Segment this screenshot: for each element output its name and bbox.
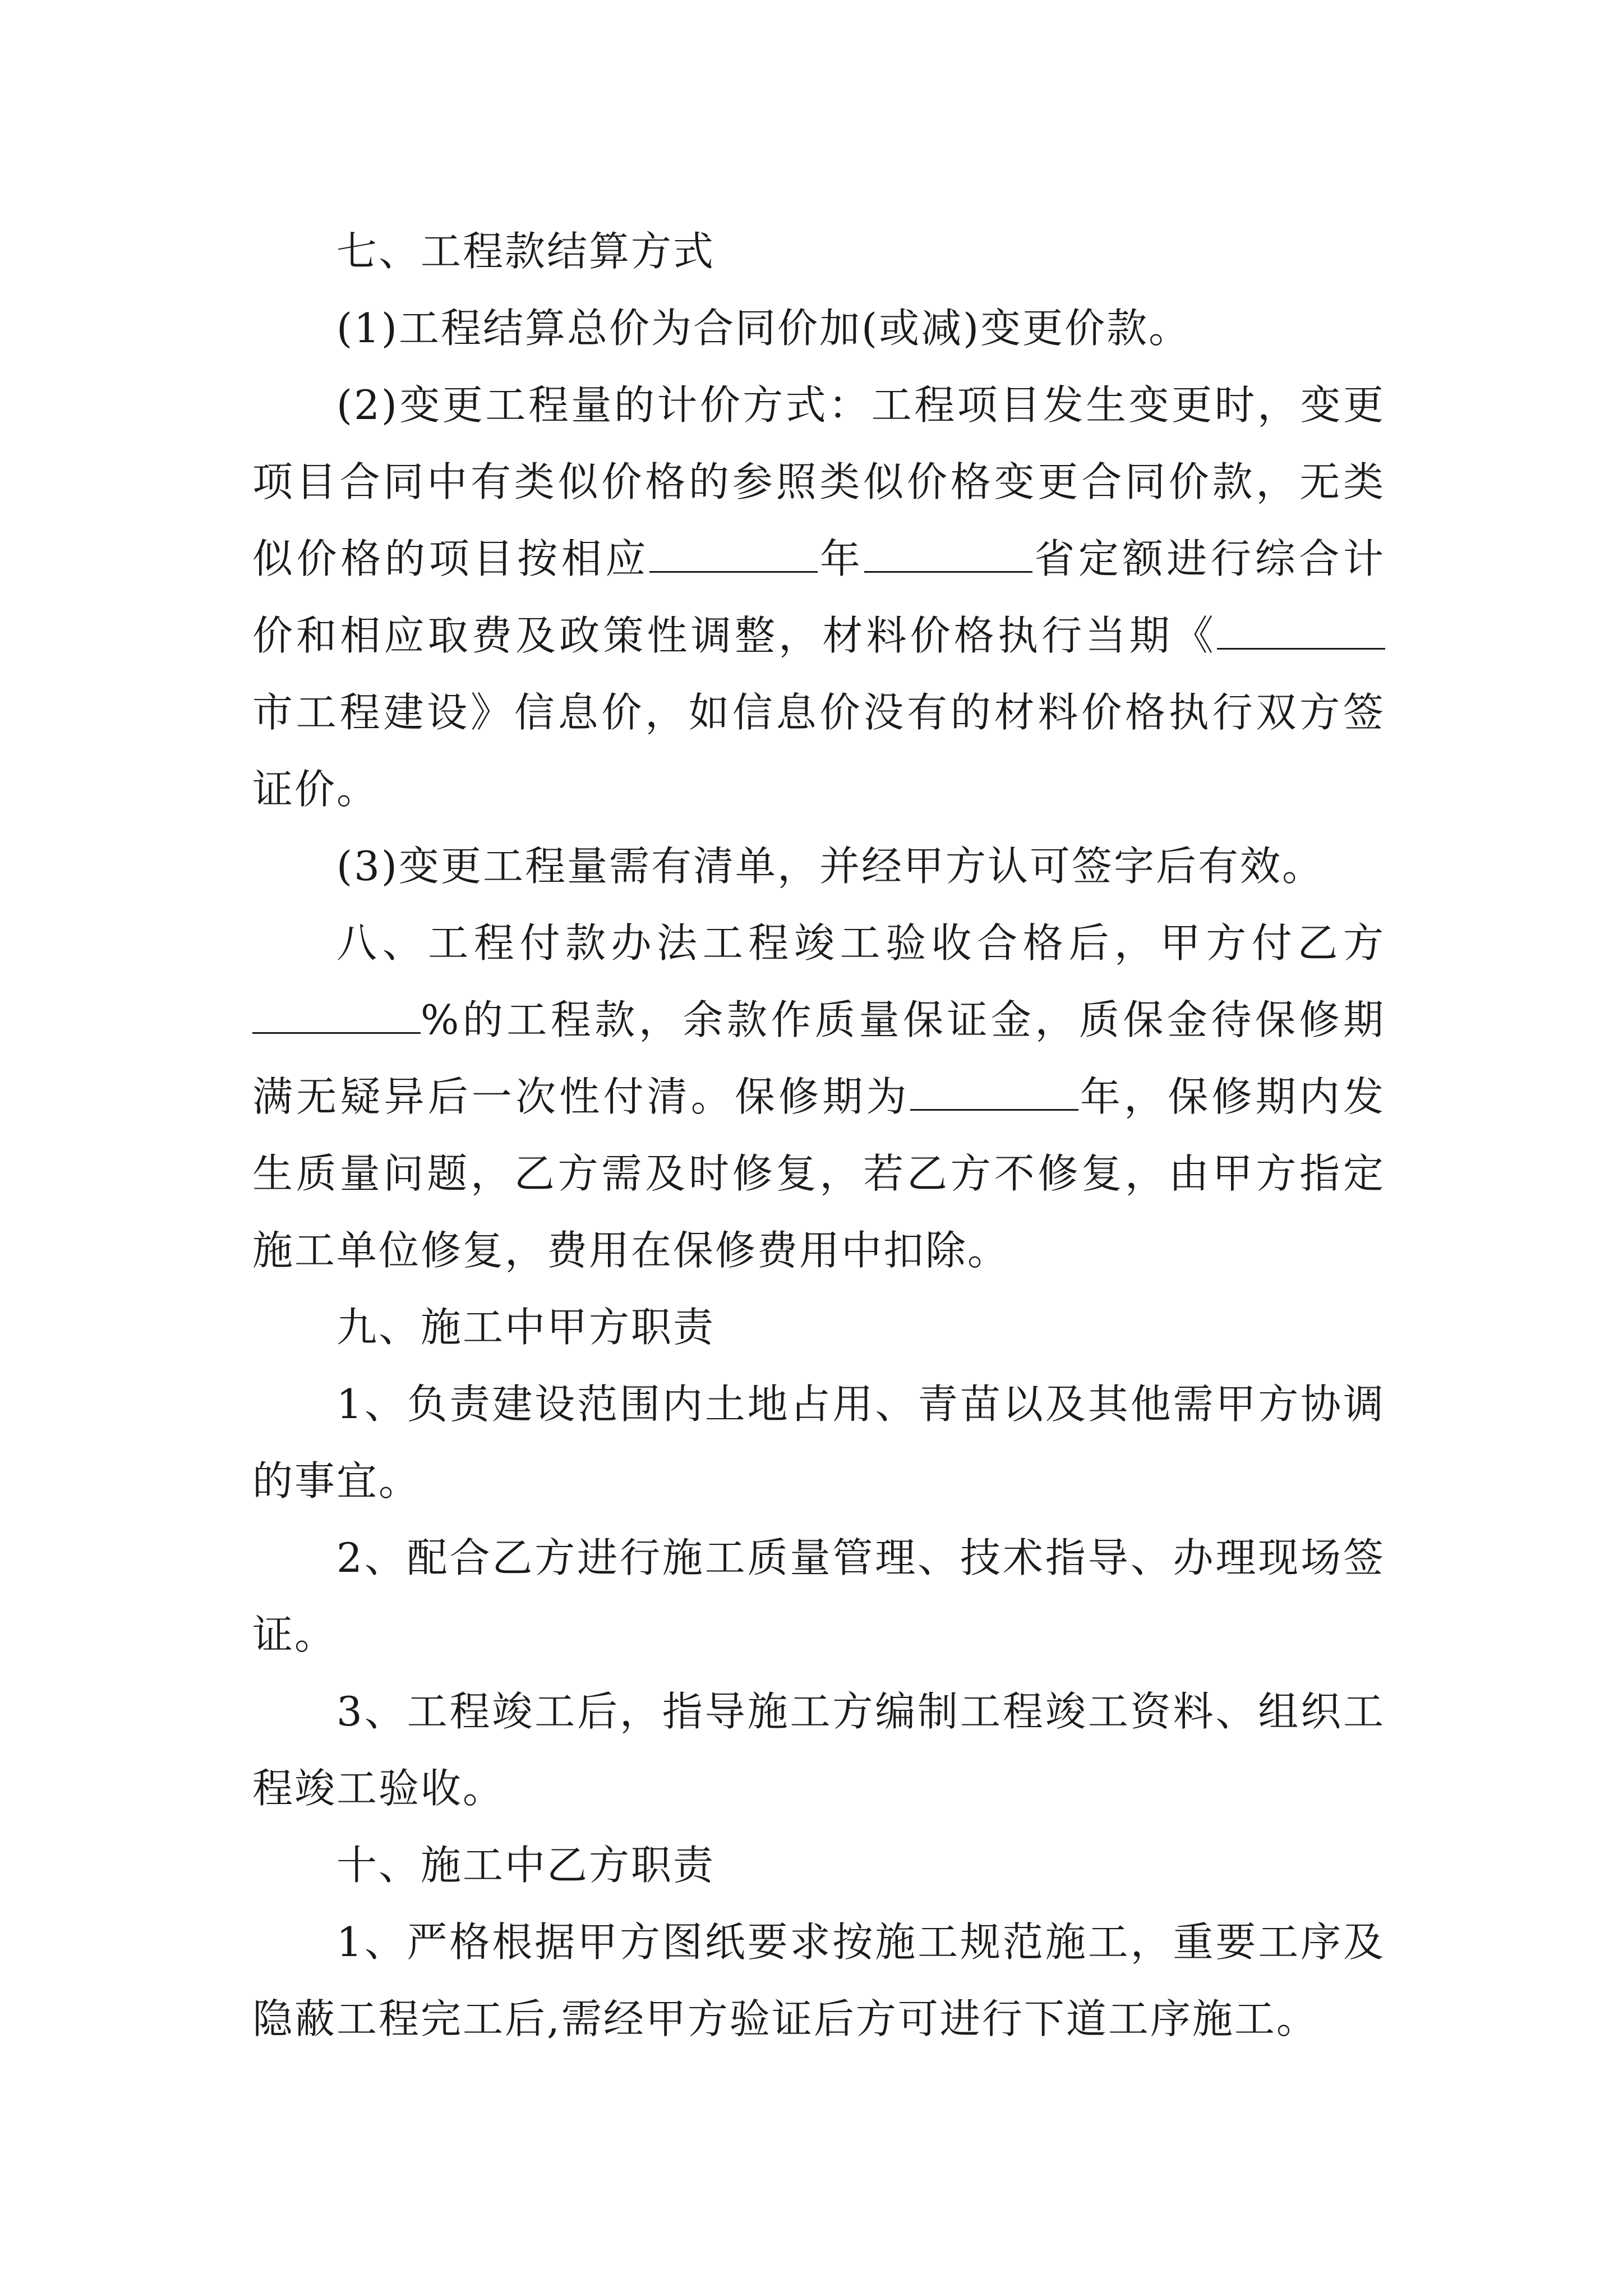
- clause-7-1: [252, 290, 1385, 367]
- fill-in-blank: [910, 1066, 1078, 1111]
- text-segment: 年: [818, 535, 864, 582]
- section-8-payment: [252, 905, 1385, 1289]
- clause-7-2: [252, 367, 1385, 828]
- text-segment: (1)工程结算总价为合同价加(或减)变更价款。: [336, 305, 1191, 352]
- text-segment: 1、严格根据甲方图纸要求按施工规范施工，重要工序及隐蔽工程完工后,需经甲方验证后方可进行下道工序施工。: [252, 1918, 1385, 2042]
- fill-in-blank: [649, 528, 818, 573]
- section-heading-9: [252, 1289, 1385, 1366]
- text-segment: 市工程建设》信息价，如信息价没有的材料价格执行双方签证价。: [252, 689, 1385, 813]
- fill-in-blank: [252, 990, 421, 1034]
- text-segment: (3)变更工程量需有清单，并经甲方认可签字后有效。: [336, 843, 1324, 890]
- clause-10-1: [252, 1904, 1385, 2058]
- text-segment: 九、施工中甲方职责: [336, 1304, 716, 1351]
- section-heading-10: [252, 1827, 1385, 1904]
- section-heading-7: [252, 213, 1385, 290]
- text-segment: (2)变更工程量的计价方式：工程项目发生变更时，变更项目合同中有类似价格的参照类似价格变更合同价款，无类似价格的项目按相应: [252, 381, 1385, 582]
- clause-7-3: [252, 828, 1385, 905]
- clause-9-3: [252, 1673, 1385, 1827]
- text-segment: 十、施工中乙方职责: [336, 1842, 716, 1889]
- text-segment: 年，保修期内发生质量问题，乙方需及时修复，若乙方不修复，由甲方指定施工单位修复，费用在保修费用中扣除。: [252, 1073, 1385, 1274]
- text-segment: 3、工程竣工后，指导施工方编制工程竣工资料、组织工程竣工验收。: [252, 1688, 1385, 1812]
- clause-9-1: [252, 1366, 1385, 1520]
- text-segment: 1、负责建设范围内土地占用、青苗以及其他需甲方协调的事宜。: [252, 1381, 1385, 1504]
- document-body: [252, 213, 1385, 2058]
- clause-9-2: [252, 1520, 1385, 1673]
- text-segment: 2、配合乙方进行施工质量管理、技术指导、办理现场签证。: [252, 1534, 1385, 1658]
- fill-in-blank: [1217, 605, 1385, 650]
- fill-in-blank: [864, 528, 1032, 573]
- text-segment: 八、工程付款办法工程竣工验收合格后，甲方付乙方: [336, 919, 1385, 967]
- text-segment: 省定额进行综合计价和相应取费及政策性调整，材料价格执行当期《: [252, 535, 1385, 659]
- text-segment: %的工程款，余款作质量保证金，质保金待保修期满无疑异后一次性付清。保修期为: [252, 996, 1385, 1120]
- text-segment: 七、工程款结算方式: [336, 228, 716, 275]
